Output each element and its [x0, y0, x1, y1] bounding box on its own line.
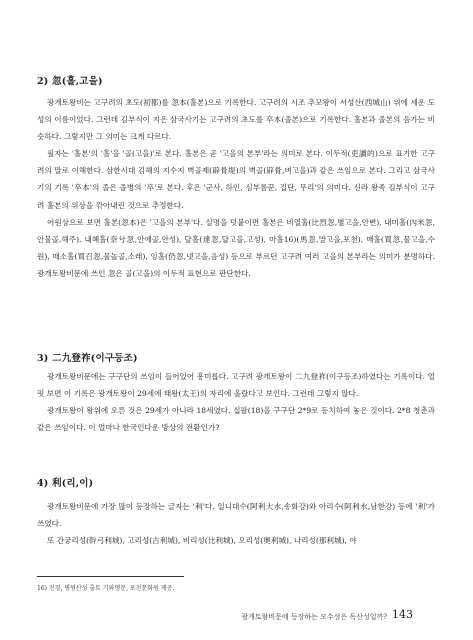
- paragraph: 광개토왕비는 고구려의 초도(初都)를 忽本(홀본)으로 기록한다. 고구려의 시조 추모왕이 서성산(西城山) 위에 세운 도성의 이름이었다. 그런데 김부식이 지은 삼국사기는 고구려의 초도를 卒本(졸본)으로 기록한다. 홀본과 졸본의 음가는 비슷하다. 그렇지만 그 의미는 크게 다르다.: [37, 98, 435, 142]
- section-body: [37, 368, 435, 436]
- section-heading: 2) 忽(홀,고을): [37, 76, 103, 87]
- section-body: [37, 498, 435, 549]
- section-heading: 4) 利(리,이): [37, 478, 94, 489]
- section-body: [37, 94, 435, 282]
- paragraph: 또 간궁리성(幹弓利城), 고리성(古利城), 비리성(比利城), 오리성(奧利城), 나리성(那利城), 야: [47, 536, 357, 546]
- paragraph: 광개토왕비문에는 구구단의 쓰임이 들어있어 흥미롭다. 고구려 광개토왕이 二九登祚(이구등조)하였다는 기록이다. 얼핏 보면 이 기록은 광개토왕이 29세에 태왕(太王)의 자리에 올랐다고 보인다. 그런데 그렇지 않다.: [37, 372, 435, 399]
- paragraph: 필자는 '홀본'의 '홀'을 '골(고을)'로 본다. 홀본은 곧 '고을의 본부'라는 의미로 본다. 이두적(吏讀的)으로 표기한 고구려의 말로 이해한다. 삼한시대 김해의 지수지 벽골제(辟骨堤)의 벽골(辟骨,벼고을)과 같은 쓰임으로 본다. 그리고 삼국사기의 기록 '卒本'의 졸은 졸병의 '卒'로 본다. 후은 '군사, 하인, 심부름꾼, 집단, 무리'의 의미다. 신라 왕족 김부식이 고구려 홀본의 위상을 깎아내린 것으로 추정한다.: [37, 149, 435, 210]
- footnote: 16) 진경, 병원산성 출토 기와명문, 포천문화원 제공.: [37, 585, 175, 592]
- paragraph: 광개토왕이 왕위에 오른 것은 29세가 아니라 18세였다. 십팔(18)을 구구단 2*9로 등치하여 놓은 것이다. 2*8 청춘과 같은 쓰임이다. 이 얼마나 한국인다운 방상의 전환인가?: [37, 406, 435, 433]
- page-number: 143: [392, 608, 413, 621]
- paragraph: 어원상으로 보면 홀본(忽本)은 '고을의 본부'다. 실명을 덧붙이면 홀본은 비열홀(比烈忽,별고을,안변), 내미홀(內米忽,안물골,해주), 내혜홀(奈兮忽,안에골,안성), 달홀(達忽,달고을,고성), 마홀16)(馬忽,말고을,포천), 매홀(買忽,물고을,수원), 매소홀(買召忽,물놀골,소래), 잉홀(仍忽,넷고을,음성) 등으로 부르던 고구려 여러 고을의 본부라는 의미가 분명하다. 광개토왕비문에 쓰인 忽은 골(고을)의 이두적 표현으로 판단한다.: [37, 217, 435, 278]
- running-head: 광개토왕비문에 등장하는 모수성은 독산성일까?: [241, 613, 387, 621]
- paragraph: 광개토왕비문에 가장 많이 등장하는 글자는 '利'다. 일니대수(阿利大水,송화강)와 아리수(阿利水,남한강) 등에 '利'가 쓰였다.: [37, 502, 435, 529]
- footnote-divider: [37, 576, 184, 577]
- section-heading: 3) 二九登祚(이구등조): [37, 353, 138, 364]
